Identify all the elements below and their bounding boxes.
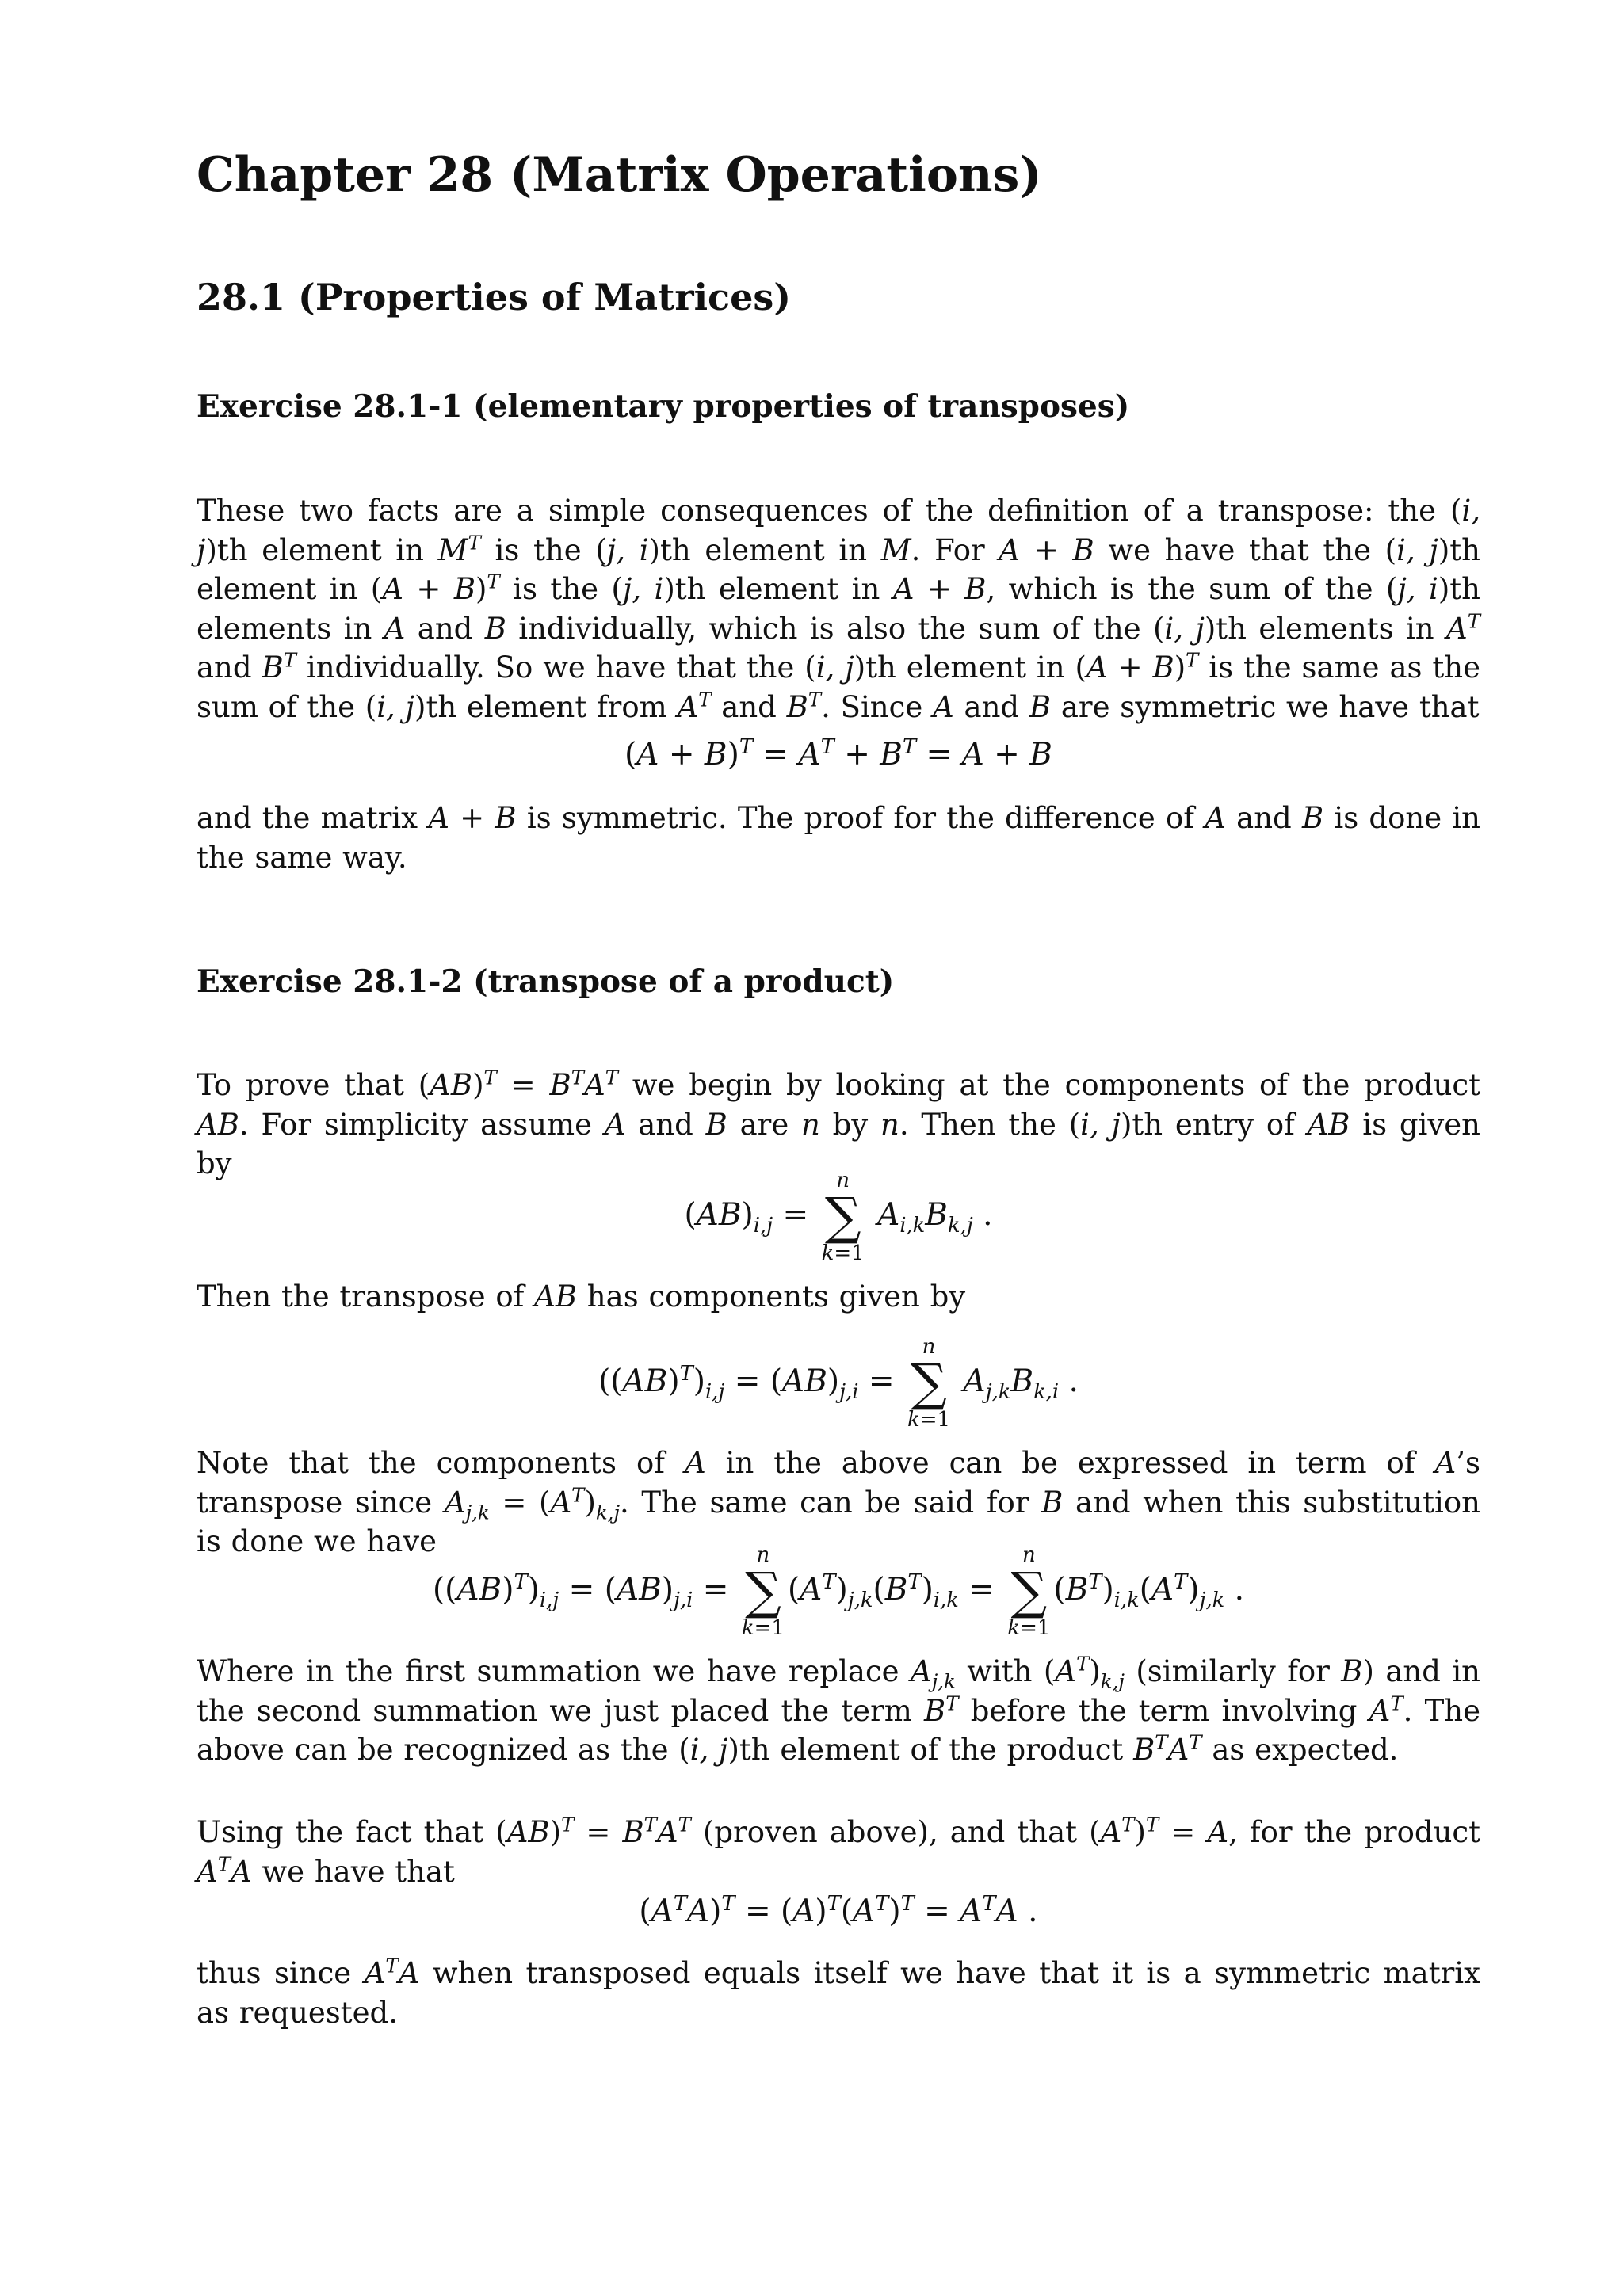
exercise-2-equation-4: $(A^TA)^T = (A)^T(A^T)^T = A^TA$ . (639, 1892, 1038, 1929)
summation-symbol: n ∑ k=1 (741, 1543, 785, 1640)
exercise-2-paragraph-4: Where in the first summation we have replace $A_{j,k}$ with $(A^T)_{k,j}$ (similarly for B) and in the second summation we just placed the term $B^T$ before the term involving $A^T$. The above can be recognized as the (i, j)th element of the product $B^TA^T$ as expected. (197, 1652, 1480, 1767)
exercise-2-paragraph-6: thus since $A^TA$ when transposed equals itself we have that it is a symmetric matrix as requested. (197, 1954, 1480, 2030)
exercise-2-paragraph-3: Note that the components of A in the above can be expressed in term of A’s transpose since $A_{j,k} = (A^T)_{k,j}$. The same can be said for B and when this substitution is done we have (197, 1446, 1480, 1558)
exercise-2-equation-1: $(AB)_{i,j}$ = n ∑ k=1 $A_{i,k}B_{k,j}$ . (684, 1169, 993, 1265)
exercise-1-paragraph-2: and the matrix A + B is symmetric. The proof for the difference of A and B is done in the same way. (197, 801, 1480, 875)
chapter-title: Chapter 28 (Matrix Operations) (197, 147, 1042, 203)
exercise-2-paragraph-2: Then the transpose of AB has components given by (197, 1280, 966, 1314)
exercise-2-paragraph-5: Using the fact that $(AB)^T = B^TA^T$ (proven above), and that $(A^T)^T = A$, for the product $A^TA$ we have that (197, 1813, 1480, 1889)
summation-symbol: n ∑ k=1 (907, 1335, 951, 1432)
exercise-2-equation-2: $((AB)^T)_{i,j} = (AB)_{j,i}$ = n ∑ k=1 $A_{j,k}B_{k,i}$ . (598, 1335, 1079, 1432)
exercise-2-title: Exercise 28.1-2 (transpose of a product) (197, 963, 895, 1000)
exercise-2-equation-3: $((AB)^T)_{i,j} = (AB)_{j,i}$ = n ∑ k=1 $(A^T)_{j,k}(B^T)_{i,k}$ = n ∑ k=1 $(B^T)_{i,k}(A^T)_{j,k}$ . (432, 1543, 1245, 1640)
exercise-2-paragraph-1: To prove that $(AB)^T = B^TA^T$ we begin by looking at the components of the product AB. For simplicity assume A and B are n by n. Then the (i, j)th entry of AB is given by (197, 1066, 1480, 1180)
exercise-1-equation: $(A + B)^T = A^T + B^T = A + B$ (624, 735, 1052, 772)
exercise-1-title: Exercise 28.1-1 (elementary properties of transposes) (197, 388, 1130, 425)
summation-symbol: n ∑ k=1 (1007, 1543, 1051, 1640)
exercise-1-paragraph-1: These two facts are a simple consequences of the definition of a transpose: the (i, j)th element in $M^T$ is the (j, i)th element in M. For A + B we have that the (i, j)th element in $(A + B)^T$ is the (j, i)th element in A + B, which is the sum of the (j, i)th elements in A and B individually, which is also the sum of the (i, j)th elements in $A^T$ and $B^T$ individually. So we have that the (i, j)th element in $(A + B)^T$ is the same as the sum of the (i, j)th element from $A^T$ and $B^T$. Since A and B are symmetric we have that (197, 494, 1481, 724)
section-title: 28.1 (Properties of Matrices) (197, 276, 791, 318)
summation-symbol: n ∑ k=1 (821, 1169, 865, 1265)
